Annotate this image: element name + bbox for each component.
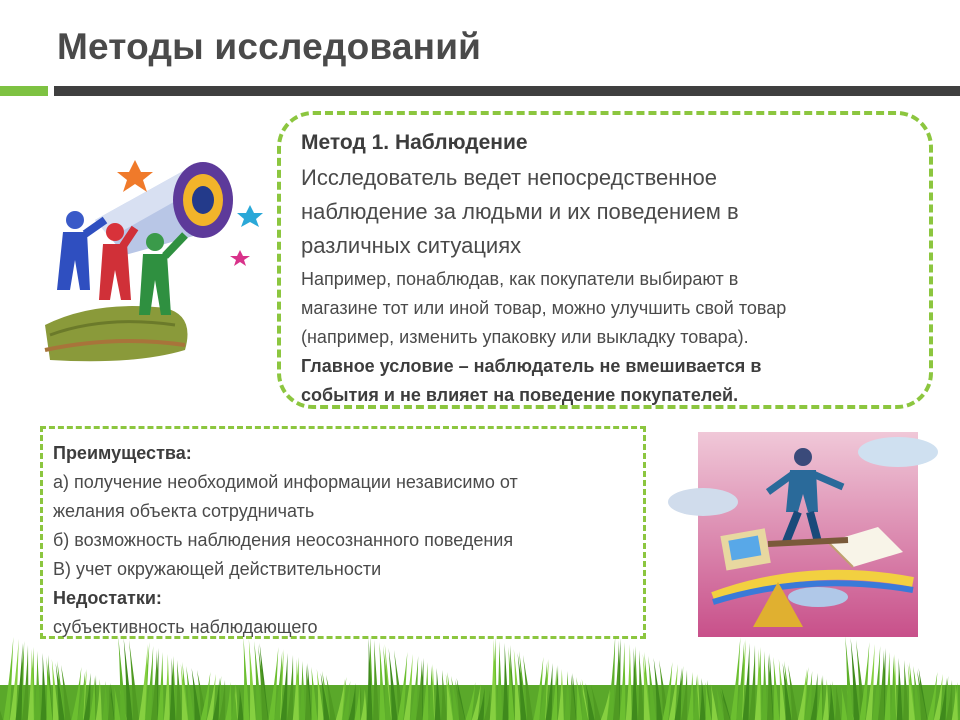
title-underline-bar [54,86,960,96]
pros-cons-card [40,426,646,639]
method-description-line: различных ситуациях [301,233,522,258]
disadvantages-heading: Недостатки: [53,588,162,608]
advantage-line: желания объекта сотрудничать [53,501,315,521]
page-title: Методы исследований [57,26,482,67]
advantage-line: а) получение необходимой информации независимо от [53,472,518,492]
method-description-line: Исследователь ведет непосредственное [301,165,718,190]
advantage-line: В) учет окружающей действительности [53,559,382,579]
method-example-line: (например, изменить упаковку или выкладку товара). [301,327,749,347]
method-condition-line: Главное условие – наблюдатель не вмешивается в [301,356,762,376]
advantages-heading: Преимущества: [53,443,192,463]
method-description [301,161,909,263]
method-title: Метод 1. Наблюдение [301,131,528,154]
method-example-line: магазине тот или иной товар, можно улучшить свой товар [301,298,787,318]
telescope-illustration [35,150,265,370]
method-condition-line: события и не влияет на поведение покупателей. [301,385,739,405]
method-example-line: Например, понаблюдав, как покупатели выбирают в [301,269,739,289]
surfer-illustration [668,432,938,637]
grass-footer [0,630,960,720]
advantage-line: б) возможность наблюдения неосознанного поведения [53,530,514,550]
method-condition [301,352,909,410]
disadvantage-line: субъективность наблюдающего [53,617,318,637]
title-underline-accent [0,86,48,96]
method-example [301,265,909,352]
method-description-line: наблюдение за людьми и их поведением в [301,199,739,224]
method-card [277,111,933,409]
